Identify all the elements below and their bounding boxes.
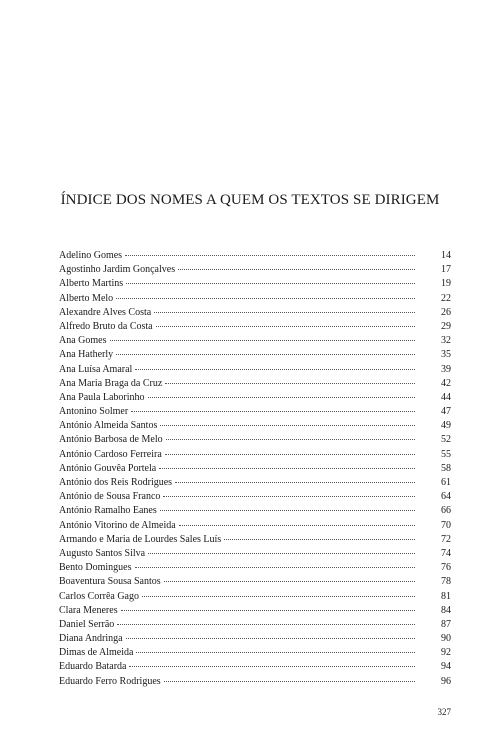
entry-name: Boaventura Sousa Santos — [59, 576, 161, 588]
entry-name: António Cardoso Ferreira — [59, 448, 162, 460]
entry-name: Carlos Corrêa Gago — [59, 590, 139, 602]
dot-leader — [148, 553, 415, 554]
dot-leader — [110, 340, 416, 341]
index-entry — [59, 249, 451, 263]
entry-name: Bento Domingues — [59, 562, 132, 574]
dot-leader — [131, 411, 415, 412]
index-entry — [59, 604, 451, 618]
entry-page-number: 49 — [441, 420, 451, 432]
entry-page-number: 35 — [441, 349, 451, 361]
entry-page-number: 44 — [441, 391, 451, 403]
dot-leader — [116, 354, 415, 355]
dot-leader — [165, 454, 415, 455]
dot-leader — [164, 681, 415, 682]
index-entry — [59, 433, 451, 447]
index-entry — [59, 519, 451, 533]
entry-name: António Gouvêa Portela — [59, 462, 157, 474]
entry-name: Ana Gomes — [59, 335, 107, 347]
index-entry — [59, 363, 451, 377]
entry-page-number: 74 — [441, 547, 451, 559]
entry-page-number: 52 — [441, 434, 451, 446]
index-entry — [59, 476, 451, 490]
entry-name: António Almeida Santos — [59, 420, 158, 432]
index-entry — [59, 575, 451, 589]
dot-leader — [135, 567, 416, 568]
index-entry — [59, 306, 451, 320]
index-entry — [59, 448, 451, 462]
entry-page-number: 39 — [441, 363, 451, 375]
entry-page-number: 94 — [441, 661, 451, 673]
entry-name: Dimas de Almeida — [59, 647, 134, 659]
entry-page-number: 47 — [441, 406, 451, 418]
entry-name: Alexandre Alves Costa — [59, 306, 152, 318]
index-entry — [59, 504, 451, 518]
index-entry — [59, 547, 451, 561]
entry-page-number: 90 — [441, 633, 451, 645]
dot-leader — [148, 397, 415, 398]
index-entry — [59, 533, 451, 547]
entry-page-number: 42 — [441, 377, 451, 389]
dot-leader — [163, 496, 415, 497]
dot-leader — [121, 610, 415, 611]
index-entry — [59, 377, 451, 391]
entry-page-number: 78 — [441, 576, 451, 588]
entry-name: Eduardo Ferro Rodrigues — [59, 675, 161, 687]
page-number: 327 — [437, 707, 451, 717]
dot-leader — [126, 638, 415, 639]
entry-page-number: 32 — [441, 335, 451, 347]
dot-leader — [166, 439, 415, 440]
entry-name: Ana Maria Braga da Cruz — [59, 377, 163, 389]
dot-leader — [142, 596, 415, 597]
entry-name: António Vitorino de Almeida — [59, 519, 176, 531]
index-entry — [59, 632, 451, 646]
entry-name: Agostinho Jardim Gonçalves — [59, 264, 176, 276]
dot-leader — [136, 652, 415, 653]
entry-page-number: 55 — [441, 448, 451, 460]
dot-leader — [154, 312, 415, 313]
dot-leader — [175, 482, 415, 483]
page-title: ÍNDICE DOS NOMES A QUEM OS TEXTOS SE DIRIGEM — [60, 192, 440, 208]
dot-leader — [117, 624, 415, 625]
entry-page-number: 26 — [441, 306, 451, 318]
entry-page-number: 17 — [441, 264, 451, 276]
entry-page-number: 22 — [441, 292, 451, 304]
entry-name: António Ramalho Eanes — [59, 505, 157, 517]
index-entry — [59, 660, 451, 674]
index-entry — [59, 561, 451, 575]
entry-page-number: 70 — [441, 519, 451, 531]
entry-page-number: 64 — [441, 491, 451, 503]
entry-name: Diana Andringa — [59, 633, 123, 645]
dot-leader — [160, 510, 415, 511]
entry-name: Eduardo Batarda — [59, 661, 127, 673]
entry-name: Augusto Santos Silva — [59, 547, 146, 559]
index-entry — [59, 419, 451, 433]
entry-page-number: 14 — [441, 250, 451, 261]
dot-leader — [135, 369, 415, 370]
entry-page-number: 84 — [441, 604, 451, 616]
entry-name: Clara Meneres — [59, 604, 118, 616]
index-entry — [59, 405, 451, 419]
entry-page-number: 58 — [441, 462, 451, 474]
entry-name: Alfredo Bruto da Costa — [59, 320, 153, 332]
entry-page-number: 61 — [441, 477, 451, 488]
dot-leader — [179, 525, 415, 526]
dot-leader — [159, 468, 415, 469]
entry-name: Ana Hatherly — [59, 349, 114, 361]
index-entry — [59, 334, 451, 348]
dot-leader — [160, 425, 415, 426]
index-entry — [59, 263, 451, 277]
index-entry — [59, 277, 451, 291]
entry-page-number: 87 — [441, 618, 451, 630]
name-index-list — [59, 249, 451, 689]
entry-name: Adelino Gomes — [59, 250, 123, 261]
entry-page-number: 81 — [441, 590, 451, 602]
entry-name: Alberto Melo — [59, 292, 114, 304]
index-entry — [59, 675, 451, 689]
entry-name: António dos Reis Rodrigues — [59, 477, 173, 488]
entry-page-number: 76 — [441, 562, 451, 574]
entry-page-number: 96 — [441, 675, 451, 687]
entry-name: Antonino Solmer — [59, 406, 129, 418]
entry-page-number: 92 — [441, 647, 451, 659]
dot-leader — [164, 581, 415, 582]
entry-name: Daniel Serrão — [59, 618, 115, 630]
dot-leader — [156, 326, 415, 327]
entry-page-number: 66 — [441, 505, 451, 517]
index-entry — [59, 348, 451, 362]
index-entry — [59, 391, 451, 405]
entry-name: Ana Paula Laborinho — [59, 391, 145, 403]
dot-leader — [165, 383, 415, 384]
index-entry — [59, 646, 451, 660]
dot-leader — [129, 666, 415, 667]
dot-leader — [125, 255, 415, 256]
dot-leader — [116, 298, 415, 299]
index-entry — [59, 490, 451, 504]
dot-leader — [126, 283, 415, 284]
entry-page-number: 19 — [441, 278, 451, 290]
index-entry — [59, 590, 451, 604]
entry-page-number: 29 — [441, 320, 451, 332]
entry-name: Ana Luísa Amaral — [59, 363, 133, 375]
entry-page-number: 72 — [441, 533, 451, 545]
entry-name: António de Sousa Franco — [59, 491, 161, 503]
entry-name: António Barbosa de Melo — [59, 434, 163, 446]
dot-leader — [178, 269, 415, 270]
entry-name: Armando e Maria de Lourdes Sales Luís — [59, 533, 222, 545]
entry-name: Alberto Martins — [59, 278, 124, 290]
dot-leader — [224, 539, 415, 540]
index-entry — [59, 462, 451, 476]
index-entry — [59, 618, 451, 632]
index-entry — [59, 320, 451, 334]
index-entry — [59, 292, 451, 306]
